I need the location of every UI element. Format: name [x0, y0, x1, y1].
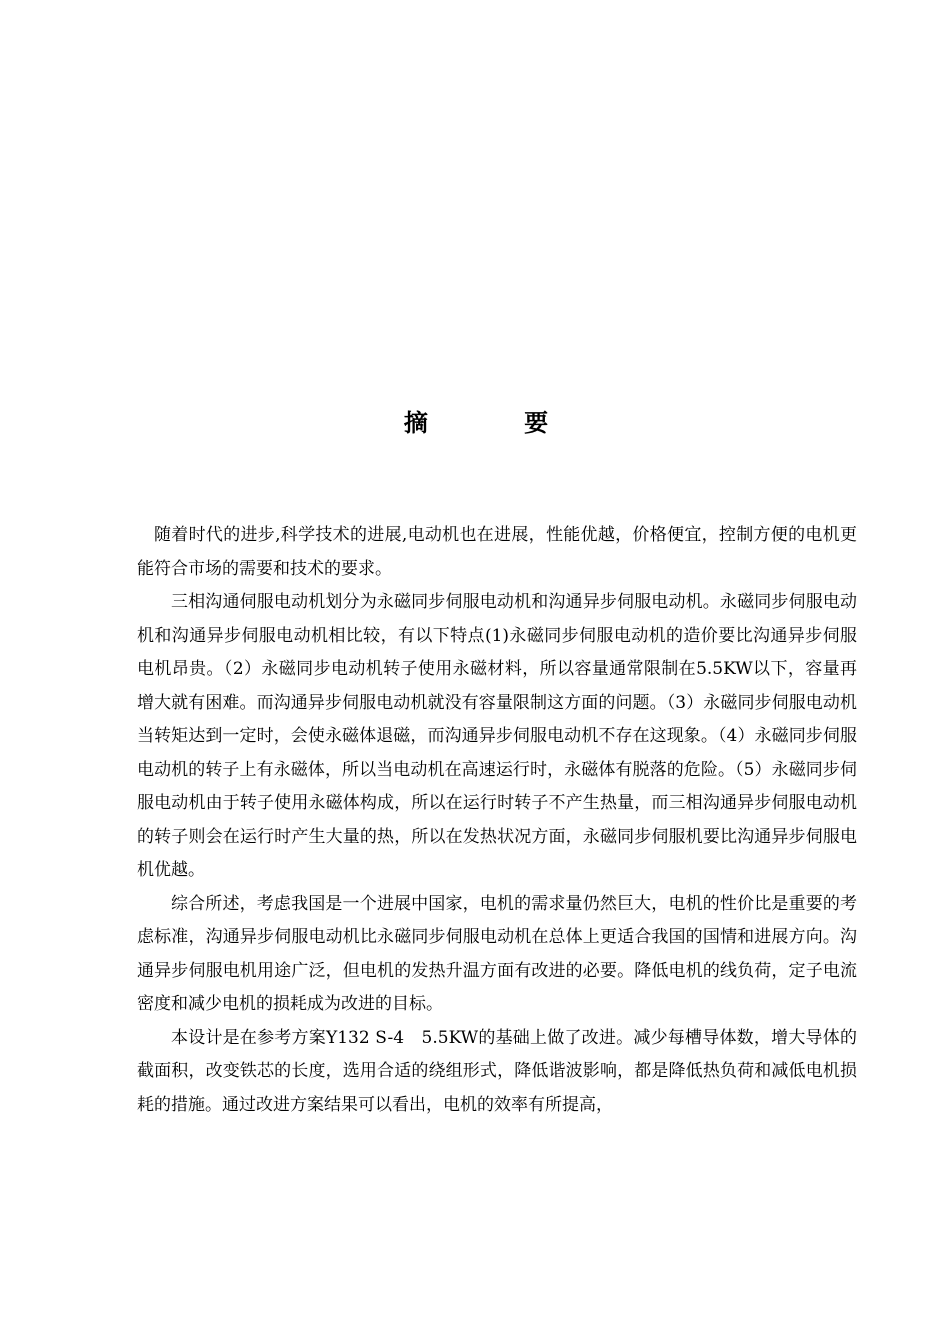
- page-title: 摘 要: [403, 409, 593, 437]
- paragraph-comparison: 三相沟通伺服电动机划分为永磁同步伺服电动机和沟通异步伺服电动机。永磁同步伺服电动机和沟通异步伺服电动机相比较，有以下特点(1)永磁同步伺服电动机的造价要比沟通异步伺服电机昂贵。（2）永磁同步电动机转子使用永磁材料，所以容量通常限制在5.5KW以下，容量再增大就有困难。而沟通异步伺服电动机就没有容量限制这方面的问题。（3）永磁同步伺服电动机当转矩达到一定时，会使永磁体退磁，而沟通异步伺服电动机不存在这现象。（4）永磁同步伺服电动机的转子上有永磁体，所以当电动机在高速运行时，永磁体有脱落的危险。（5）永磁同步伺服电动机由于转子使用永磁体构成，所以在运行时转子不产生热量，而三相沟通异步伺服电动机的转子则会在运行时产生大量的热，所以在发热状况方面，永磁同步伺服机要比沟通异步伺服电机优越。: [137, 592, 857, 880]
- abstract-body: [137, 519, 857, 1122]
- paragraph-intro: 随着时代的进步,科学技术的进展,电动机也在进展，性能优越，价格便宜，控制方便的电机更能符合市场的需要和技术的要求。: [137, 525, 857, 579]
- paragraph-summary: 综合所述，考虑我国是一个进展中国家，电机的需求量仍然巨大，电机的性价比是重要的考虑标准，沟通异步伺服电动机比永磁同步伺服电动机在总体上更适合我国的国情和进展方向。沟通异步伺服电机用途广泛，但电机的发热升温方面有改进的必要。降低电机的线负荷，定子电流密度和减少电机的损耗成为改进的目标。: [137, 893, 857, 1014]
- paragraph-design: 本设计是在参考方案Y132 S-4 5.5KW的基础上做了改进。减少每槽导体数，增大导体的截面积，改变铁芯的长度，选用合适的绕组形式，降低谐波影响，都是降低热负荷和减低电机损耗的措施。通过改进方案结果可以看出，电机的效率有所提高，: [137, 1027, 857, 1115]
